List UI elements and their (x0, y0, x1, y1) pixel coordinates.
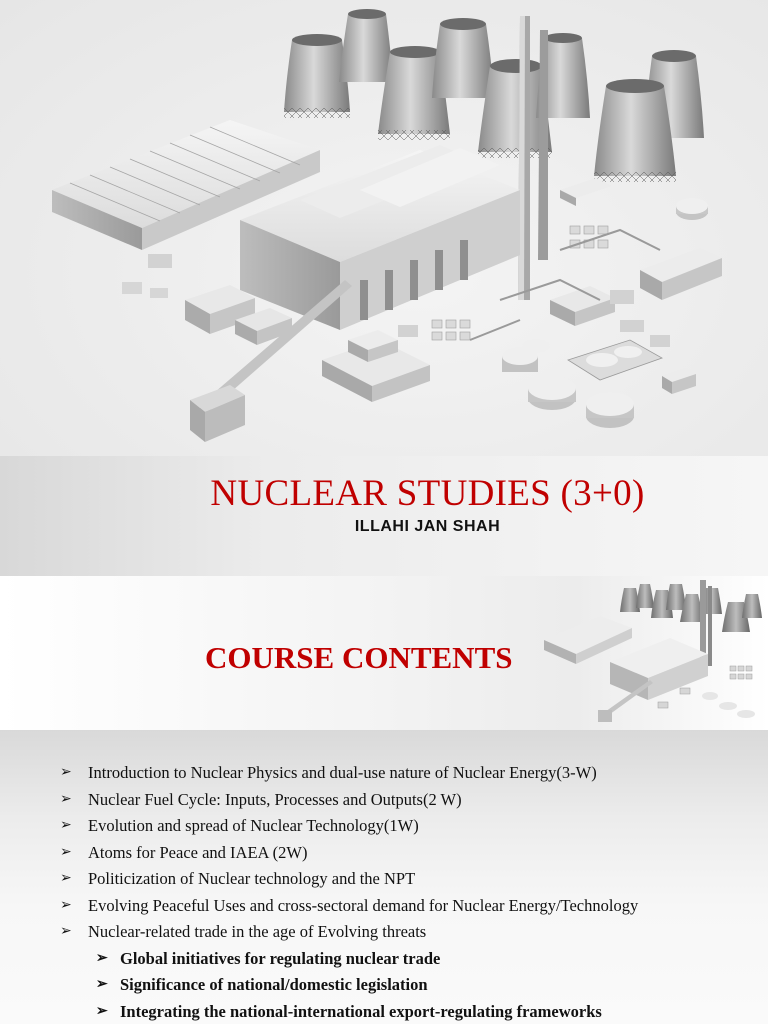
nuclear-power-plant-illustration (0, 0, 768, 456)
course-contents-slide (0, 576, 768, 1024)
list-item: ➢ Politicization of Nuclear technology and the NPT (60, 866, 760, 893)
arrow-bullet-icon: ➢ (96, 977, 108, 992)
arrow-bullet-icon: ➢ (60, 844, 72, 860)
sub-list-item: ➢ Global initiatives for regulating nuclear trade (60, 946, 760, 973)
arrow-bullet-icon: ➢ (60, 791, 72, 807)
slide-title: COURSE CONTENTS (205, 640, 513, 675)
course-contents-list (60, 760, 760, 1024)
arrow-bullet-icon: ➢ (96, 1003, 108, 1019)
sub-list-item: ➢ Significance of national/domestic legislation (60, 972, 760, 999)
list-item: ➢ Evolving Peaceful Uses and cross-sectoral demand for Nuclear Energy/Technology (60, 893, 760, 920)
list-item: ➢ Nuclear-related trade in the age of Evolving threats (60, 919, 760, 946)
slide-title: NUCLEAR STUDIES (3+0) (210, 473, 645, 514)
list-item: ➢ Nuclear Fuel Cycle: Inputs, Processes and Outputs(2 W) (60, 787, 760, 814)
author-name: ILLAHI JAN SHAH (354, 518, 501, 535)
list-item: ➢ Atoms for Peace and IAEA (2W) (60, 840, 760, 867)
list-item: ➢ Evolution and spread of Nuclear Technology(1W) (60, 813, 760, 840)
sub-list-item: ➢ Integrating the national-international export-regulating frameworks (60, 999, 760, 1024)
arrow-bullet-icon: ➢ (60, 897, 72, 913)
nuclear-power-plant-thumbnail (540, 576, 768, 726)
arrow-bullet-icon: ➢ (60, 765, 72, 780)
arrow-bullet-icon: ➢ (60, 871, 72, 886)
arrow-bullet-icon: ➢ (60, 818, 72, 833)
list-item: ➢ Introduction to Nuclear Physics and dual-use nature of Nuclear Energy(3-W) (60, 760, 760, 787)
arrow-bullet-icon: ➢ (96, 950, 108, 966)
arrow-bullet-icon: ➢ (60, 924, 72, 939)
